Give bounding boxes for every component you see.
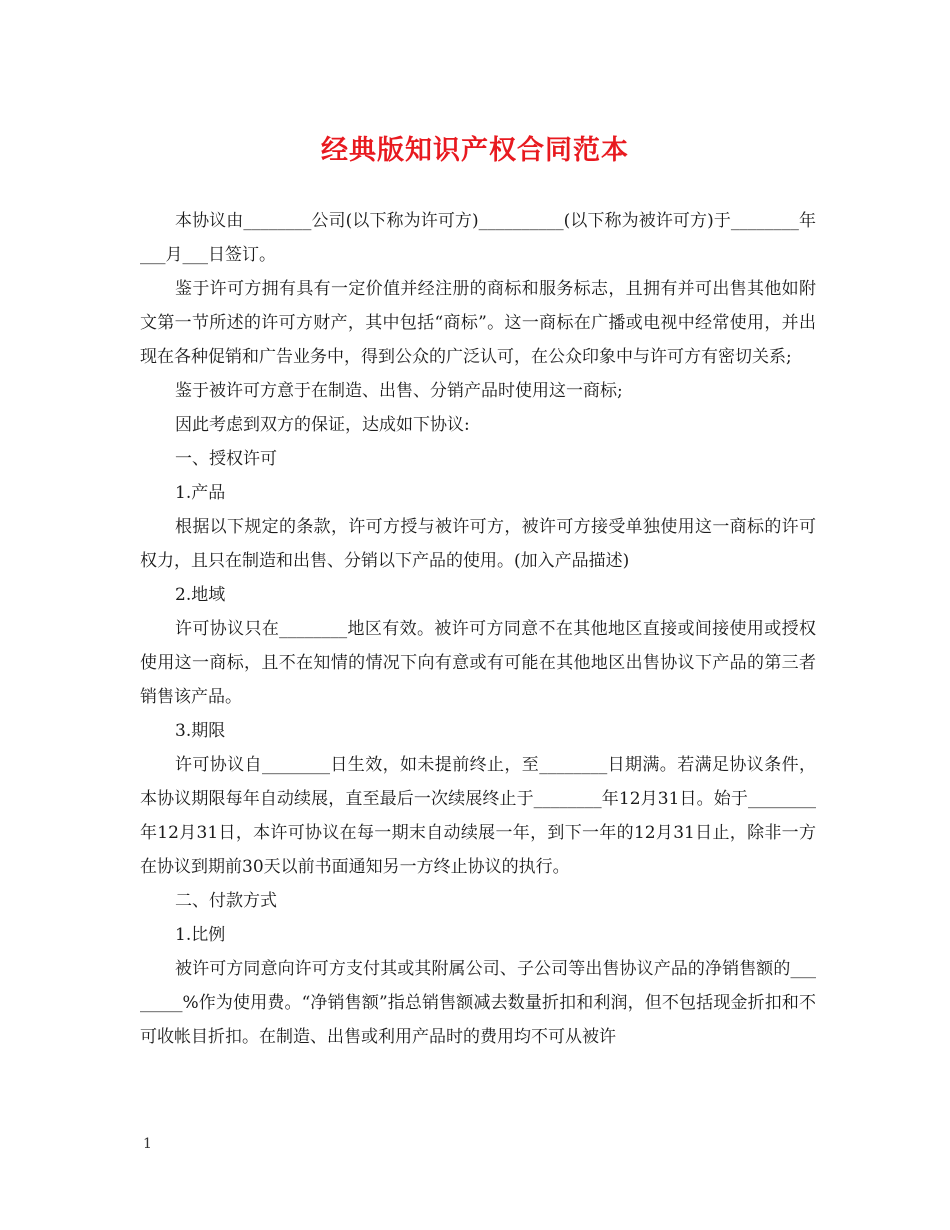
subheading-rate: 1.比例 xyxy=(175,925,226,945)
paragraph-territory: 许可协议只在________地区有效。被许可方同意不在其他地区直接或间接使用或授权使用这一商标，且不在知情的情况下向有意或有可能在其他地区出售协议下产品的第三者销售该产品。 xyxy=(140,619,816,707)
paragraph-agreement: 因此考虑到双方的保证，达成如下协议: xyxy=(175,415,470,435)
document-body xyxy=(140,204,816,1054)
document-title: 经典版知识产权合同范本 xyxy=(321,135,629,166)
paragraph-rate: 被许可方同意向许可方支付其或其附属公司、子公司等出售协议产品的净销售额的________%作为使用费。“净销售额”指总销售额减去数量折扣和利润，但不包括现金折扣和不可收帐目折扣。在制造、出售或利用产品时的费用均不可从被许 xyxy=(140,959,816,1047)
paragraph-whereas-licensee: 鉴于被许可方意于在制造、出售、分销产品时使用这一商标; xyxy=(175,381,623,401)
subheading-term: 3.期限 xyxy=(175,721,226,741)
paragraph-whereas-trademark: 鉴于许可方拥有具有一定价值并经注册的商标和服务标志，且拥有并可出售其他如附文第一节所述的许可方财产，其中包括“商标”。这一商标在广播或电视中经常使用，并出现在各种促销和广告业务中，得到公众的广泛认可，在公众印象中与许可方有密切关系; xyxy=(140,279,816,367)
page-number: 1 xyxy=(143,1136,152,1152)
subheading-territory: 2.地域 xyxy=(175,585,226,605)
paragraph-term: 许可协议自________日生效，如未提前终止，至________日期满。若满足协议条件，本协议期限每年自动续展，直至最后一次续展终止于________年12月31日。始于________年12月31日，本许可协议在每一期末自动续展一年，到下一年的12月31日止，除非一方在协议到期前30天以前书面通知另一方终止协议的执行。 xyxy=(140,755,816,877)
section-heading-license: 一、授权许可 xyxy=(175,449,277,469)
paragraph-product: 根据以下规定的条款，许可方授与被许可方，被许可方接受单独使用这一商标的许可权力，且只在制造和出售、分销以下产品的使用。(加入产品描述) xyxy=(140,517,816,571)
subheading-product: 1.产品 xyxy=(175,483,226,503)
paragraph-intro: 本协议由________公司(以下称为许可方)__________(以下称为被许可方)于________年___月___日签订。 xyxy=(140,211,816,265)
section-heading-payment: 二、付款方式 xyxy=(175,891,277,911)
